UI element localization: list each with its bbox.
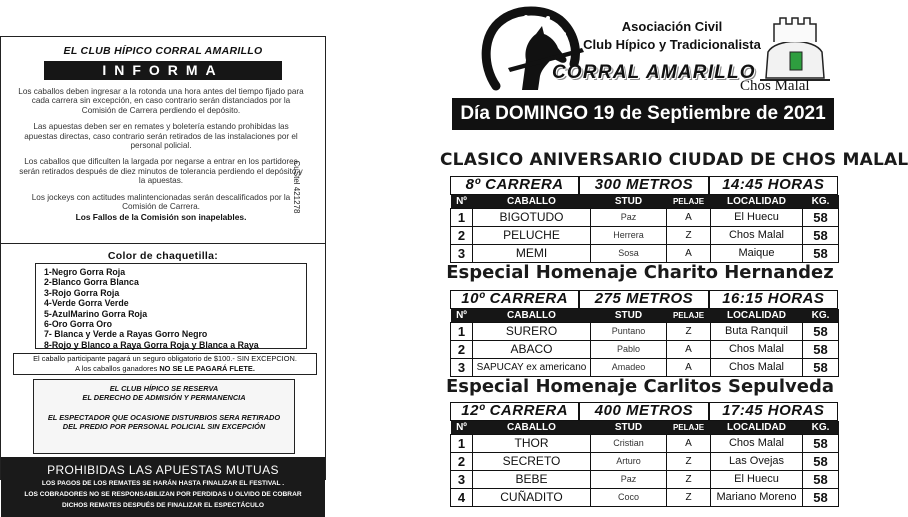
chaquetilla-item: 3-Rojo Gorra Roja (44, 287, 120, 298)
pelaje: Z (667, 452, 711, 470)
pelaje: Z (667, 226, 711, 244)
flete-note: NO SE LE PAGARÁ FLETE. (159, 364, 255, 373)
localidad: Mariano Moreno (711, 488, 803, 506)
localidad: Chos Malal (711, 434, 803, 452)
chaquetilla-item: 2-Blanco Gorra Blanca (44, 277, 139, 288)
race-info-bar (450, 290, 838, 309)
pelaje: A (667, 358, 711, 376)
horse-name: ABACO (473, 340, 591, 358)
stud-name: Paz (591, 208, 667, 226)
col-header: PELAJE (667, 309, 711, 322)
table-row (451, 470, 839, 488)
table-row (451, 452, 839, 470)
table-row (451, 434, 839, 452)
stud-name: Cristian (591, 434, 667, 452)
race-distance: 300 METROS (580, 177, 707, 194)
town-monument-icon (760, 12, 830, 82)
table-row (451, 488, 839, 506)
localidad: Buta Ranquil (711, 322, 803, 340)
pelaje: Z (667, 488, 711, 506)
pelaje: Z (667, 470, 711, 488)
race-title: Especial Homenaje Carlitos Sepulveda (445, 376, 835, 397)
side-code: CuStel 421278 (292, 160, 302, 214)
weight: 58 (803, 244, 839, 262)
col-header: CABALLO (473, 195, 591, 208)
reserva-line: DEL PREDIO POR PERSONAL POLICIAL SIN EXCEPCIÓN (62, 422, 266, 431)
entry-number: 1 (451, 322, 473, 340)
entry-number: 3 (451, 358, 473, 376)
table-row (451, 208, 839, 226)
chaquetilla-item: 7- Blanca y Verde a Rayas Gorro Negro (44, 329, 208, 340)
reserva-line: EL CLUB HÍPICO SE RESERVA (109, 384, 219, 393)
entry-number: 1 (451, 434, 473, 452)
stud-name: Pablo (591, 340, 667, 358)
weight: 58 (803, 208, 839, 226)
entry-number: 2 (451, 340, 473, 358)
race-block (450, 176, 838, 263)
chaquetilla-item: 5-AzulMarino Gorra Roja (44, 308, 148, 319)
weight: 58 (803, 434, 839, 452)
prohibidas-banner (1, 457, 325, 517)
reserva-line: EL DERECHO DE ADMISIÓN Y PERMANENCIA (82, 393, 246, 402)
table-row (451, 340, 839, 358)
pelaje: A (667, 208, 711, 226)
entry-number: 2 (451, 226, 473, 244)
chaquetilla-item: 8-Rojo y Blanco a Raya Gorra Roja y Blanca a Raya (44, 339, 259, 350)
col-header: PELAJE (667, 421, 711, 434)
race-number: 8º CARRERA (451, 177, 578, 194)
informa-banner: INFORMA (44, 61, 282, 80)
col-header: KG. (803, 195, 839, 208)
association-line: Club Hípico y Tradicionalista (583, 37, 761, 52)
horse-name: SECRETO (473, 452, 591, 470)
race-time: 17:45 HORAS (710, 403, 837, 420)
weight: 58 (803, 470, 839, 488)
horseshoe-horse-logo (478, 6, 588, 98)
city-label: Chos Malal (740, 78, 810, 94)
horse-name: CUÑADITO (473, 488, 591, 506)
reserva-line: EL ESPECTADOR QUE OCASIONE DISTURBIOS SERA RETIRADO (47, 413, 281, 422)
prohibidas-line: DICHOS REMATES DESPUÉS DE FINALIZAR EL ESPECTÁCULO (62, 502, 264, 509)
date-banner: Día DOMINGO 19 de Septiembre de 2021 (452, 98, 834, 130)
entries-table (450, 309, 839, 377)
rule-paragraph: Los caballos deben ingresar a la rotonda una hora antes del tiempo fijado para cada carrera sin excepción, en caso contrario serán distanciados por la Comisión de Carrera perdiendo el depósito. (18, 87, 304, 115)
pelaje: A (667, 340, 711, 358)
localidad: Las Ovejas (711, 452, 803, 470)
race-info-bar (450, 402, 838, 421)
race-time: 16:15 HORAS (710, 291, 837, 308)
horse-name: SURERO (473, 322, 591, 340)
rule-paragraph: Las apuestas deben ser en remates y boletería estando prohibidas las apuestas directas, caso contrario serán retirados de las instalaciones por el personal policial. (24, 122, 298, 151)
prohibidas-line: LOS PAGOS DE LOS REMATES SE HARÁN HASTA FINALIZAR EL FESTIVAL . (41, 480, 285, 487)
stud-name: Puntano (591, 322, 667, 340)
association-line: Asociación Civil (621, 19, 723, 34)
seguro-line-prefix: A los caballos ganadores (75, 364, 160, 373)
col-header: PELAJE (667, 195, 711, 208)
col-header: Nº (451, 195, 473, 208)
horse-name: SAPUCAY ex americano (473, 358, 591, 376)
col-header: LOCALIDAD (711, 421, 803, 434)
weight: 58 (803, 488, 839, 506)
race-distance: 275 METROS (580, 291, 707, 308)
table-row (451, 358, 839, 376)
col-header: STUD (591, 195, 667, 208)
race-info-bar (450, 176, 838, 195)
col-header: KG. (803, 309, 839, 322)
race-title: CLASICO ANIVERSARIO CIUDAD DE CHOS MALAL (440, 150, 908, 170)
fallos-note: Los Fallos de la Comisión son inapelables. (75, 212, 247, 223)
entry-number: 2 (451, 452, 473, 470)
stud-name: Arturo (591, 452, 667, 470)
brand-title: CORRAL AMARILLO (552, 62, 756, 83)
chaquetilla-list (35, 263, 307, 349)
pelaje: Z (667, 322, 711, 340)
stud-name: Sosa (591, 244, 667, 262)
localidad: Maique (711, 244, 803, 262)
localidad: Chos Malal (711, 358, 803, 376)
weight: 58 (803, 358, 839, 376)
seguro-line: El caballo participante pagará un seguro obligatorio de $100.- SIN EXCEPCION. (33, 354, 297, 363)
stud-name: Coco (591, 488, 667, 506)
localidad: Chos Malal (711, 226, 803, 244)
table-row (451, 322, 839, 340)
horse-name: THOR (473, 434, 591, 452)
col-header: CABALLO (473, 309, 591, 322)
race-block (450, 402, 838, 507)
horse-name: PELUCHE (473, 226, 591, 244)
table-row (451, 244, 839, 262)
localidad: Chos Malal (711, 340, 803, 358)
rules-flyer (0, 36, 326, 509)
club-heading: EL CLUB HÍPICO CORRAL AMARILLO (63, 45, 263, 57)
entry-number: 4 (451, 488, 473, 506)
association-heading (580, 18, 764, 54)
chaquetilla-item: 4-Verde Gorra Verde (44, 298, 129, 309)
section-divider (1, 243, 325, 244)
race-block (450, 290, 838, 377)
col-header: Nº (451, 309, 473, 322)
entries-table (450, 195, 839, 263)
rule-paragraph: Los caballos que dificulten la largada por negarse a entrar en los partidores serán retirados después de diez minutos de tolerancia perdiendo el depósito y la apuestas. (19, 157, 303, 186)
entry-number: 3 (451, 244, 473, 262)
rule-paragraph: Los jockeys con actitudes malintencionadas serán descalificados por la Comisión de Carrera. (31, 192, 291, 212)
col-header: LOCALIDAD (711, 195, 803, 208)
col-header: STUD (591, 309, 667, 322)
chaquetilla-item: 1-Negro Gorra Roja (44, 267, 126, 277)
table-row (451, 226, 839, 244)
prohibidas-title: PROHIBIDAS LAS APUESTAS MUTUAS (47, 463, 279, 477)
entry-number: 3 (451, 470, 473, 488)
col-header: CABALLO (473, 421, 591, 434)
chaquetilla-item: 6-Oro Gorra Oro (44, 319, 112, 330)
chaquetilla-title: Color de chaquetilla: (107, 250, 219, 262)
horse-name: MEMI (473, 244, 591, 262)
pelaje: A (667, 244, 711, 262)
stud-name: Amadeo (591, 358, 667, 376)
horse-name: BEBE (473, 470, 591, 488)
weight: 58 (803, 226, 839, 244)
weight: 58 (803, 322, 839, 340)
race-number: 10º CARRERA (451, 291, 578, 308)
col-header: STUD (591, 421, 667, 434)
race-number: 12º CARRERA (451, 403, 578, 420)
entries-table (450, 421, 839, 507)
reserva-box (33, 379, 295, 454)
stud-name: Herrera (591, 226, 667, 244)
seguro-box (13, 353, 317, 375)
pelaje: A (667, 434, 711, 452)
stud-name: Paz (591, 470, 667, 488)
col-header: Nº (451, 421, 473, 434)
race-program (440, 0, 908, 505)
weight: 58 (803, 340, 839, 358)
race-title: Especial Homenaje Charito Hernandez (446, 262, 834, 283)
horse-name: BIGOTUDO (473, 208, 591, 226)
localidad: El Huecu (711, 208, 803, 226)
col-header: KG. (803, 421, 839, 434)
col-header: LOCALIDAD (711, 309, 803, 322)
localidad: El Huecu (711, 470, 803, 488)
race-distance: 400 METROS (580, 403, 707, 420)
entry-number: 1 (451, 208, 473, 226)
prohibidas-line: LOS COBRADORES NO SE RESPONSABILIZAN POR PERDIDAS U OLVIDO DE COBRAR (24, 491, 302, 498)
weight: 58 (803, 452, 839, 470)
race-time: 14:45 HORAS (710, 177, 837, 194)
